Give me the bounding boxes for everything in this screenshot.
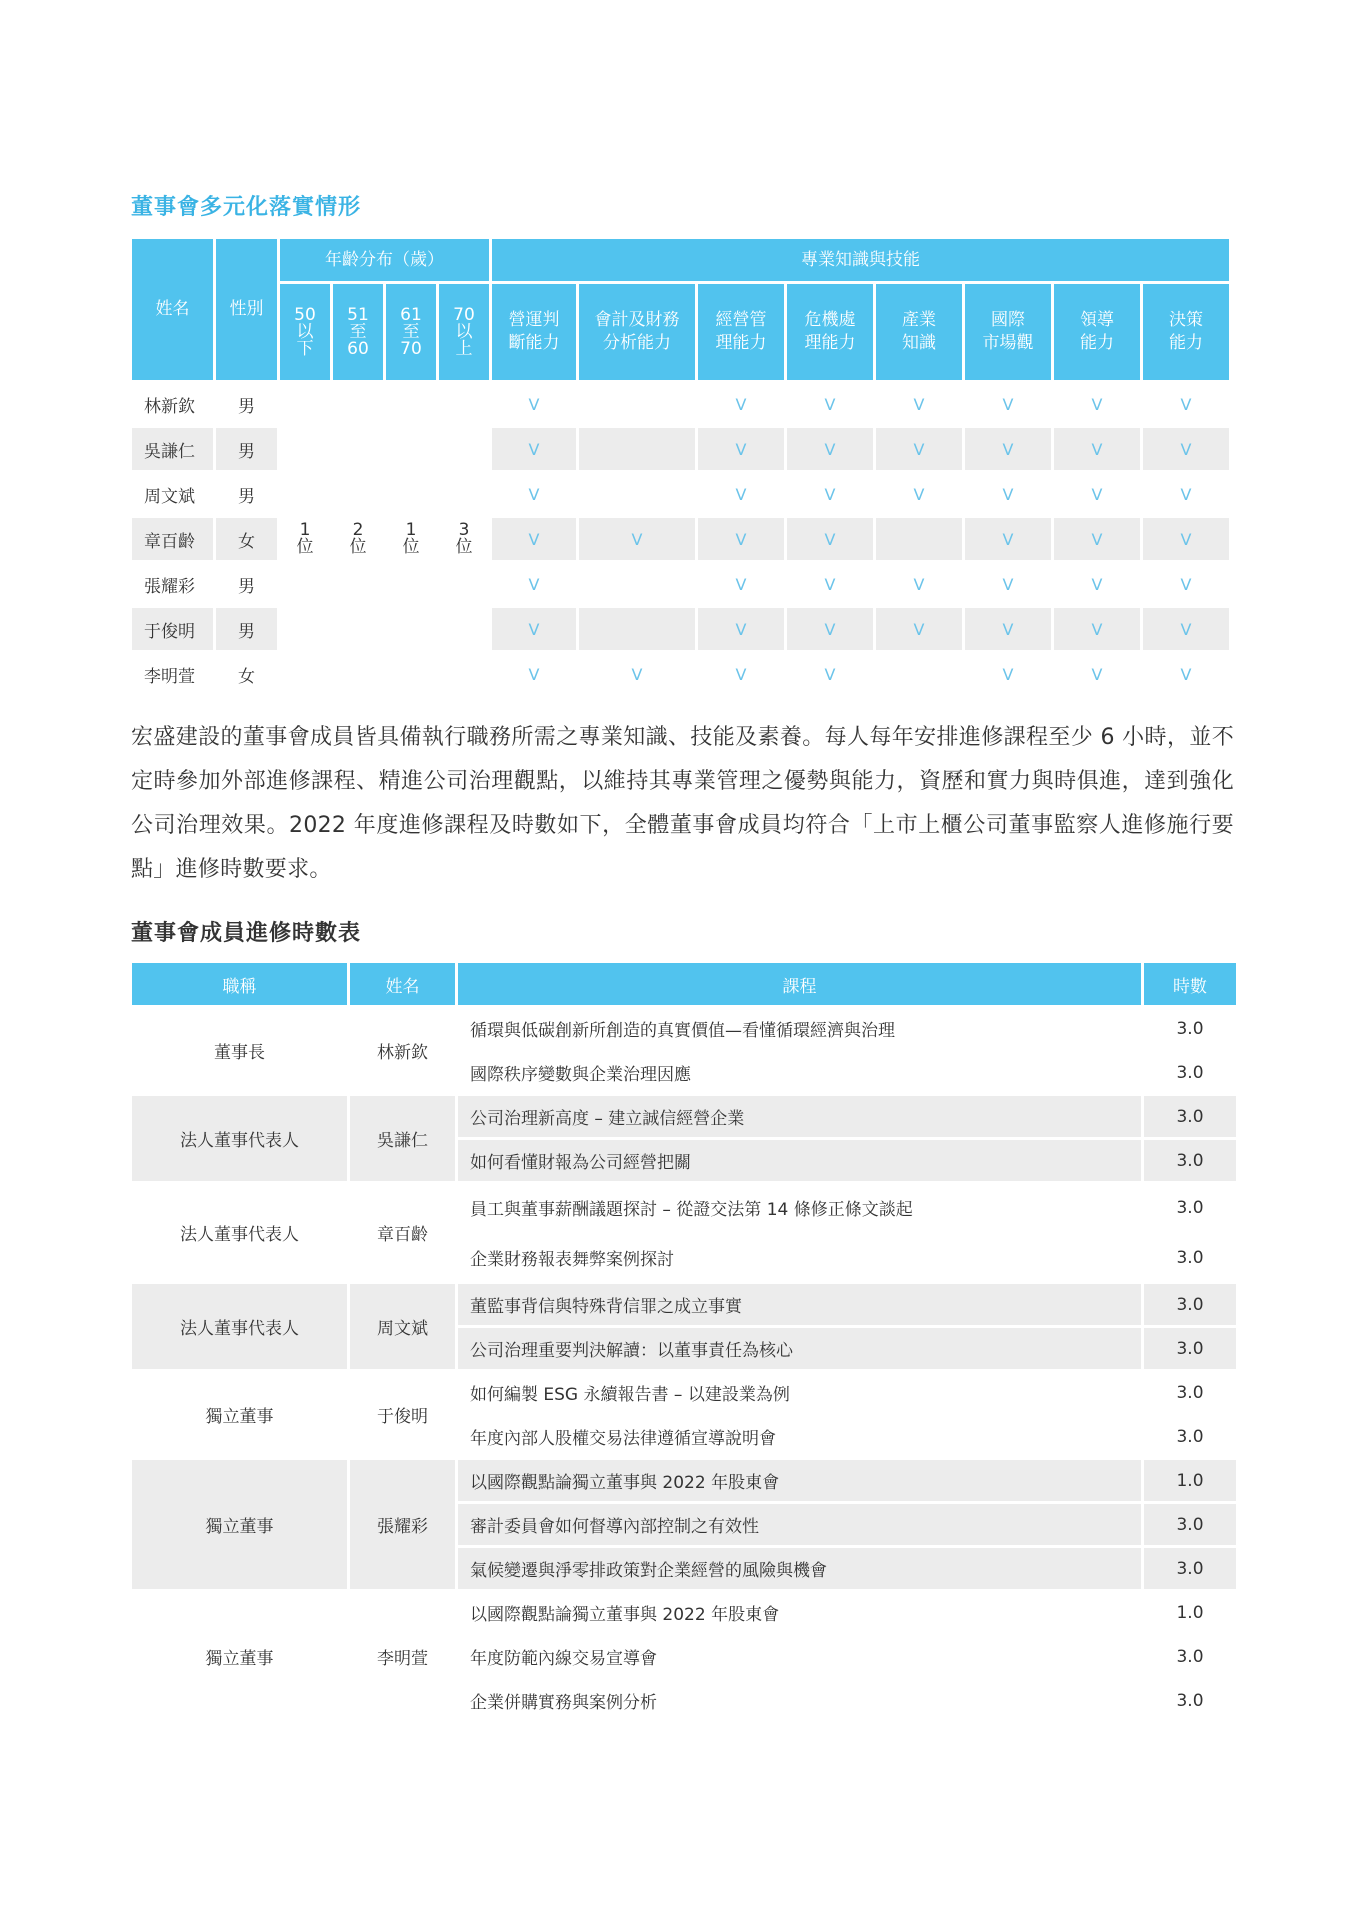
director-gender: 女 <box>216 518 277 560</box>
skill-check <box>876 518 962 560</box>
skill-check <box>579 428 695 470</box>
skill-check <box>579 473 695 515</box>
header-age: 51 至 60 <box>333 284 383 380</box>
skill-check: V <box>876 608 962 650</box>
course-name: 以國際觀點論獨立董事與 2022 年股東會 <box>470 1605 780 1625</box>
course-hours: 3.0 <box>1176 1247 1204 1268</box>
skill-check: V <box>1091 394 1103 414</box>
skill-check: V <box>698 608 784 650</box>
skill-check: V <box>1054 608 1140 650</box>
director-name: 吳謙仁 <box>132 428 213 470</box>
table-row <box>132 1184 1236 1231</box>
skill-check: V <box>735 574 747 594</box>
director-name: 于俊明 <box>132 608 213 650</box>
skill-check: V <box>1091 484 1103 504</box>
director-name: 吳謙仁 <box>350 1096 455 1181</box>
age-count: 3 位 <box>455 520 473 557</box>
director-name: 章百齡 <box>132 518 213 560</box>
course-name: 循環與低碳創新所創造的真實價值—看懂循環經濟與治理 <box>470 1021 895 1041</box>
skill-check: V <box>631 664 643 684</box>
header-course: 課程 <box>458 963 1141 1005</box>
course-name: 如何編製 ESG 永續報告書 – 以建設業為例 <box>470 1385 790 1405</box>
training-title: 董事會成員進修時數表 <box>131 921 362 946</box>
header-age-group: 年齡分布（歲） <box>280 239 489 281</box>
skill-check <box>579 563 695 605</box>
header-name: 姓名 <box>132 239 213 380</box>
skill-check <box>876 653 962 695</box>
header-skill: 產業 知識 <box>876 284 962 380</box>
course-name: 公司治理重要判決解讀：以董事責任為核心 <box>458 1328 1141 1369</box>
skill-check: V <box>492 608 576 650</box>
skill-check: V <box>1180 574 1192 594</box>
header-gender: 性別 <box>216 239 277 380</box>
director-gender: 男 <box>216 428 277 470</box>
skill-check: V <box>735 484 747 504</box>
skill-check: V <box>1091 574 1103 594</box>
header-skill: 國際 市場觀 <box>965 284 1051 380</box>
director-name: 周文斌 <box>350 1284 455 1369</box>
skill-check: V <box>824 664 836 684</box>
header-skill: 危機處 理能力 <box>787 284 873 380</box>
skill-check: V <box>528 484 540 504</box>
skill-check: V <box>1091 664 1103 684</box>
director-name: 林新欽 <box>377 1043 428 1063</box>
course-name: 年度內部人股權交易法律遵循宣導說明會 <box>470 1429 776 1449</box>
table-row <box>132 1284 1236 1325</box>
skill-check: V <box>913 484 925 504</box>
skill-check: V <box>492 428 576 470</box>
skill-check: V <box>528 394 540 414</box>
skill-check: V <box>913 394 925 414</box>
director-title: 獨立董事 <box>205 1407 274 1427</box>
diversity-title: 董事會多元化落實情形 <box>131 195 362 220</box>
skill-check: V <box>579 518 695 560</box>
director-gender: 女 <box>238 666 255 687</box>
skill-check: V <box>1002 664 1014 684</box>
skill-check: V <box>528 574 540 594</box>
skill-check: V <box>492 518 576 560</box>
skill-check: V <box>1143 608 1229 650</box>
director-name: 李明萱 <box>144 666 195 687</box>
course-name: 審計委員會如何督導內部控制之有效性 <box>458 1504 1141 1545</box>
header-age: 70 以 上 <box>439 284 489 380</box>
course-hours: 3.0 <box>1176 1646 1204 1667</box>
director-name: 李明萱 <box>377 1649 428 1669</box>
skill-check: V <box>1180 394 1192 414</box>
director-gender: 男 <box>238 486 255 507</box>
course-hours: 3.0 <box>1144 1140 1236 1181</box>
training-paragraph: 宏盛建設的董事會成員皆具備執行職務所需之專業知識、技能及素養。每人每年安排進修課程至少 6 小時，並不定時參加外部進修課程、精進公司治理觀點，以維持其專業管理之優勢與能力，資歷和實力與時俱進，達到強化公司治理效果。2022 年度進修課程及時數如下，全體董事會成員均符合「上市上櫃公司董事監察人進修施行要點」進修時數要求。 <box>131 725 1234 882</box>
skill-check: V <box>698 518 784 560</box>
course-hours: 3.0 <box>1176 1018 1204 1039</box>
age-count: 1 位 <box>296 520 314 557</box>
header-hours: 時數 <box>1144 963 1236 1005</box>
course-hours: 3.0 <box>1144 1548 1236 1589</box>
skill-check: V <box>1054 428 1140 470</box>
director-title: 法人董事代表人 <box>132 1284 347 1369</box>
skill-check: V <box>965 428 1051 470</box>
skill-check: V <box>787 428 873 470</box>
course-hours: 3.0 <box>1176 1062 1204 1083</box>
course-hours: 3.0 <box>1144 1284 1236 1325</box>
skill-check: V <box>787 608 873 650</box>
training-table <box>129 960 1233 1724</box>
header-skill: 決策 能力 <box>1143 284 1229 380</box>
table-row <box>132 1592 1236 1633</box>
header-name: 姓名 <box>350 963 455 1005</box>
header-age: 50 以 下 <box>280 284 330 380</box>
course-hours: 3.0 <box>1176 1690 1204 1711</box>
skill-check: V <box>735 394 747 414</box>
director-name: 章百齡 <box>377 1225 428 1245</box>
header-skill: 會計及財務 分析能力 <box>579 284 695 380</box>
director-title: 董事長 <box>214 1043 265 1063</box>
director-name: 張耀彩 <box>350 1460 455 1589</box>
director-title: 獨立董事 <box>205 1649 274 1669</box>
skill-check: V <box>1002 394 1014 414</box>
course-name: 公司治理新高度 – 建立誠信經營企業 <box>458 1096 1141 1137</box>
skill-check: V <box>1002 484 1014 504</box>
skill-check: V <box>1002 574 1014 594</box>
skill-check <box>579 608 695 650</box>
course-name: 以國際觀點論獨立董事與 2022 年股東會 <box>458 1460 1141 1501</box>
table-row <box>132 1460 1236 1501</box>
skill-check: V <box>824 574 836 594</box>
skill-check <box>579 383 695 425</box>
diversity-table <box>129 236 1231 698</box>
skill-check: V <box>787 518 873 560</box>
director-gender: 男 <box>216 608 277 650</box>
skill-check: V <box>824 484 836 504</box>
course-hours: 3.0 <box>1176 1382 1204 1403</box>
skill-check: V <box>965 518 1051 560</box>
course-hours: 3.0 <box>1144 1504 1236 1545</box>
director-name: 于俊明 <box>377 1407 428 1427</box>
header-skill: 經營管 理能力 <box>698 284 784 380</box>
skill-check: V <box>1143 428 1229 470</box>
table-row <box>132 1096 1236 1137</box>
table-row <box>132 1372 1236 1413</box>
skill-check: V <box>1180 664 1192 684</box>
director-name: 林新欽 <box>144 396 195 417</box>
skill-check: V <box>528 664 540 684</box>
course-hours: 1.0 <box>1176 1602 1204 1623</box>
header-age: 61 至 70 <box>386 284 436 380</box>
skill-check: V <box>698 428 784 470</box>
director-gender: 男 <box>238 396 255 417</box>
director-title: 法人董事代表人 <box>132 1096 347 1181</box>
skill-check: V <box>735 664 747 684</box>
course-name: 員工與董事薪酬議題探討 – 從證交法第 14 條修正條文談起 <box>470 1200 913 1220</box>
skill-check: V <box>965 608 1051 650</box>
course-hours: 3.0 <box>1176 1197 1204 1218</box>
skill-check: V <box>1054 518 1140 560</box>
course-hours: 3.0 <box>1144 1328 1236 1369</box>
course-name: 氣候變遷與淨零排政策對企業經營的風險與機會 <box>458 1548 1141 1589</box>
header-skills-group: 專業知識與技能 <box>492 239 1229 281</box>
skill-check: V <box>876 428 962 470</box>
header-skill: 營運判 斷能力 <box>492 284 576 380</box>
course-name: 企業財務報表舞弊案例探討 <box>470 1250 674 1270</box>
course-name: 企業併購實務與案例分析 <box>470 1693 657 1713</box>
table-row <box>132 1008 1236 1049</box>
table-row <box>132 383 1229 425</box>
course-hours: 1.0 <box>1144 1460 1236 1501</box>
header-title: 職稱 <box>132 963 347 1005</box>
skill-check: V <box>824 394 836 414</box>
skill-check: V <box>1143 518 1229 560</box>
age-count: 1 位 <box>402 520 420 557</box>
age-count: 2 位 <box>349 520 367 557</box>
course-hours: 3.0 <box>1144 1096 1236 1137</box>
director-gender: 男 <box>238 576 255 597</box>
course-name: 如何看懂財報為公司經營把關 <box>458 1140 1141 1181</box>
course-name: 董監事背信與特殊背信罪之成立事實 <box>458 1284 1141 1325</box>
course-name: 年度防範內線交易宣導會 <box>470 1649 657 1669</box>
course-hours: 3.0 <box>1176 1426 1204 1447</box>
skill-check: V <box>913 574 925 594</box>
director-title: 獨立董事 <box>132 1460 347 1589</box>
director-title: 法人董事代表人 <box>180 1225 299 1245</box>
course-name: 國際秩序變數與企業治理因應 <box>470 1065 691 1085</box>
director-name: 周文斌 <box>144 486 195 507</box>
skill-check: V <box>1180 484 1192 504</box>
director-name: 張耀彩 <box>144 576 195 597</box>
header-skill: 領導 能力 <box>1054 284 1140 380</box>
